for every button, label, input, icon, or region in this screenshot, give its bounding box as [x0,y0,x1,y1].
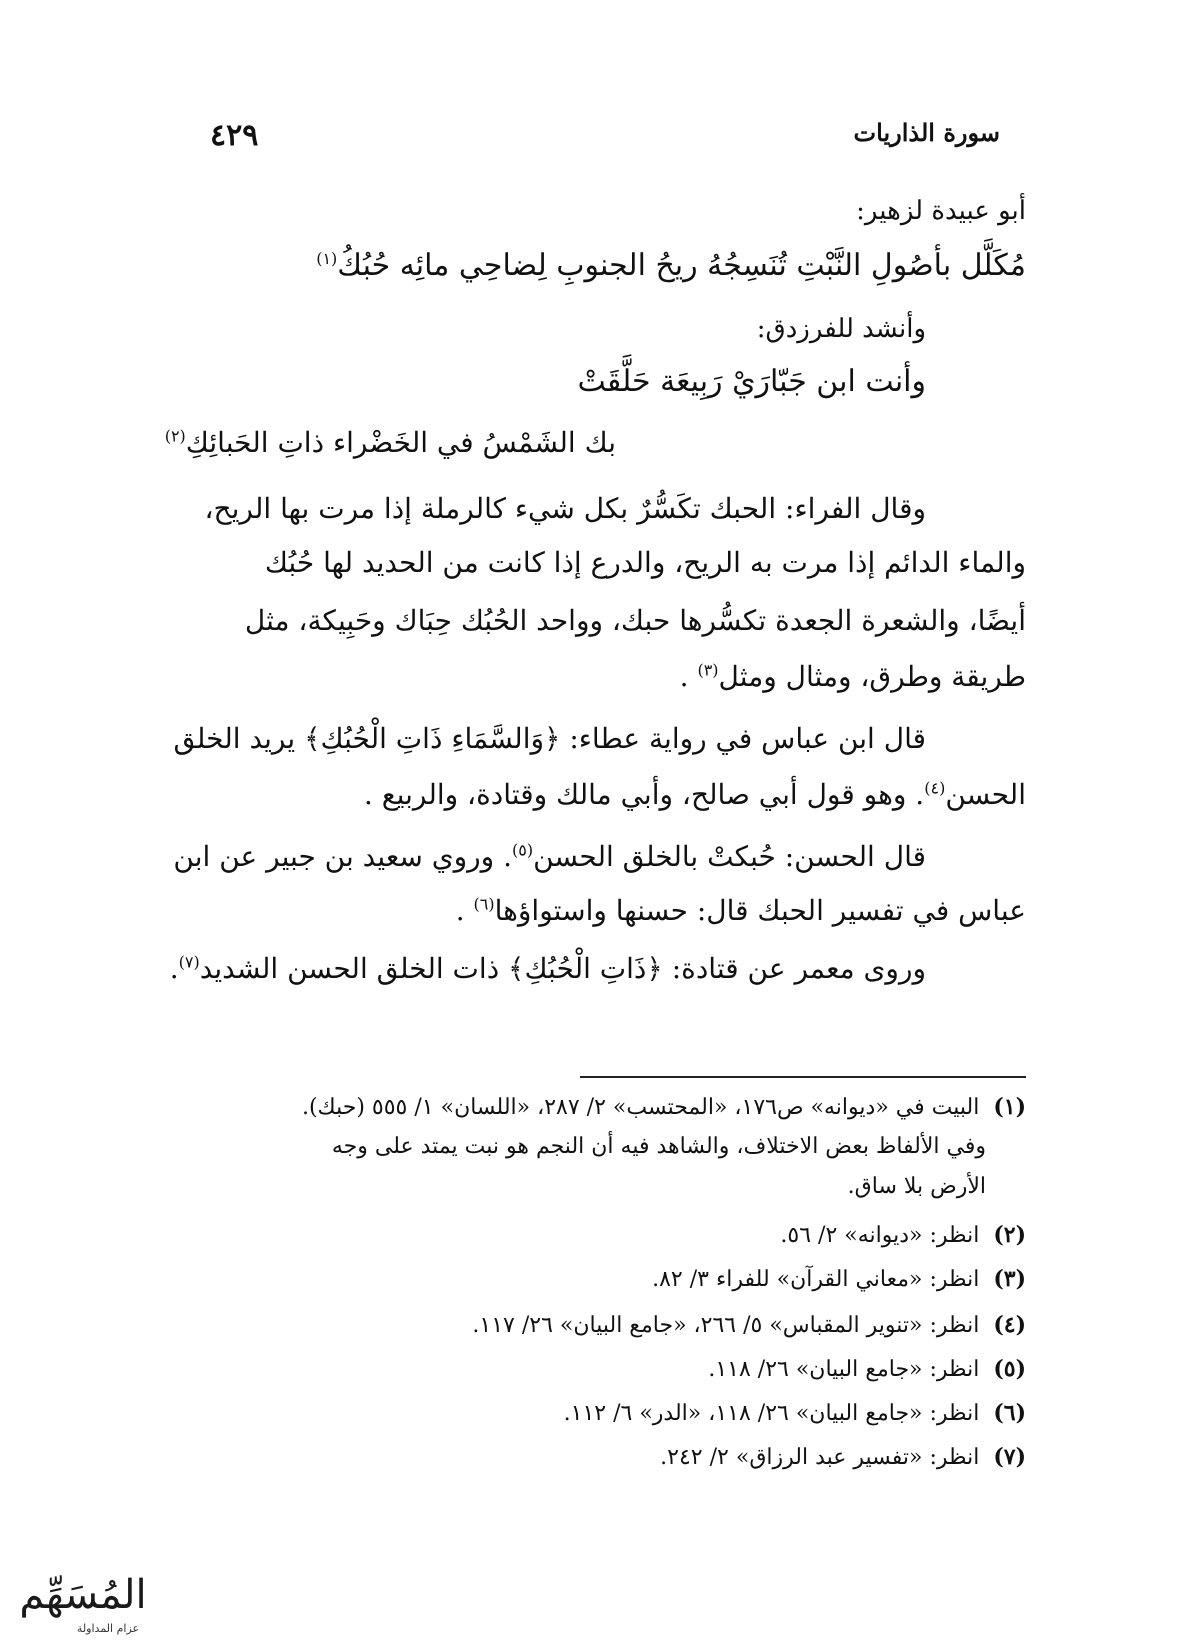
footnote-number: (٧) [993,1444,1026,1470]
running-title: سورة الذاريات [853,118,1000,147]
footnote-ref: (٥) [511,840,534,860]
footnote-number: (١) [993,1094,1026,1120]
text-line: وقال الفراء: الحبك تكَسُّرٌ بكل شيء كالرملة إذا مرت بها الريح، [204,492,926,525]
footnote-ref: (٤) [924,778,946,798]
poetry-verse: مُكَلَّل بأصُولِ النَّبْتِ تُنَسِجُهُ ريحُ الجنوبِ لِضاحِي مائِه حُبُكُ$^{(١)}$ [316,248,1026,283]
text-line: طريقة وطرق، ومثال ومثل$^{(٣)}$ . [679,660,1026,693]
footnote-continuation: وفي الألفاظ بعض الاختلاف، والشاهد فيه أن النجم هو نبت يمتد على وجه [331,1134,986,1159]
footnote-ref: (١) [316,249,338,268]
text-line: وروى معمر عن قتادة: ﴿ذَاتِ الْحُبُكِ﴾ ذات الخلق الحسن الشديد$^{(٧)}$. [169,952,926,985]
footnote-ref: (٣) [697,660,719,680]
footnote-item: (٧)انظر: «تفسير عبد الرزاق» ٢/ ٢٤٢. [660,1444,1026,1470]
footnote-ref: (٢) [164,426,186,446]
page-header [190,118,1020,158]
text-line: وأنشد للفرزدق: [756,314,926,344]
footnote-ref: (٧) [178,952,200,972]
poetry-verse: وأنت ابن جَبّارَيْ رَبِيعَة حَلَّقَتْ [577,364,926,399]
text-line: قال ابن عباس في رواية عطاء: ﴿وَالسَّمَاءِ ذَاتِ الْحُبُكِ﴾ يريد الخلق [173,722,926,755]
text-line: الحسن$^{(٤)}$. وهو قول أبي صالح، وأبي مالك وقتادة، والربيع . [363,778,1026,811]
footnote-number: (٤) [993,1312,1026,1338]
svg-text:عزام المداولة: عزام المداولة [76,1622,140,1635]
text-line: أيضًا، والشعرة الجعدة تكسُّرها حبك، وواحد الحُبُك حِبَاك وحَبِيكة، مثل [244,604,1026,637]
footnote-item: (٣)انظر: «معاني القرآن» للفراء ٣/ ٨٢. [652,1266,1026,1292]
text-line: أبو عبيدة لزهير: [856,196,1026,226]
footnote-continuation: الأرض بلا ساق. [847,1174,986,1199]
footnote-number: (٣) [993,1266,1026,1292]
text-line: عباس في تفسير الحبك قال: حسنها واستواؤها$^{(٦)}$ . [455,894,1026,927]
footnote-number: (٦) [993,1400,1026,1426]
text-line: والماء الدائم إذا مرت به الريح، والدرع إذا كانت من الحديد لها حُبُك [264,546,1026,579]
footnote-item: (٤)انظر: «تنوير المقباس» ٥/ ٢٦٦، «جامع البيان» ٢٦/ ١١٧. [472,1312,1026,1338]
footnote-item: (٥)انظر: «جامع البيان» ٢٦/ ١١٨. [708,1356,1026,1382]
footnote-number: (٥) [993,1356,1026,1382]
text-line: قال الحسن: حُبكتْ بالخلق الحسن$^{(٥)}$. وروي سعيد بن جبير عن ابن [173,840,926,873]
page-number: ٤٢٩ [210,118,259,153]
svg-text:المُسَهِّم: المُسَهِّم [19,1572,147,1618]
footnote-item: (٦)انظر: «جامع البيان» ٢٦/ ١١٨، «الدر» ٦/ ١١٢. [563,1400,1026,1426]
footnote-number: (٢) [993,1222,1026,1248]
footnote-ref: (٦) [473,894,495,914]
poetry-verse: بك الشَمْسُ في الخَضْراء ذاتِ الحَبائِكِ$^{(٢)}$ [164,426,616,459]
footnote-divider [580,1076,1026,1078]
footnote-item: (١)البيت في «ديوانه» ص١٧٦، «المحتسب» ٢/ ٢٨٧، «اللسان» ١/ ٥٥٥ (حبك). [301,1094,1026,1120]
footnote-item: (٢)انظر: «ديوانه» ٢/ ٥٦. [780,1222,1026,1248]
publisher-logo [8,1560,158,1640]
